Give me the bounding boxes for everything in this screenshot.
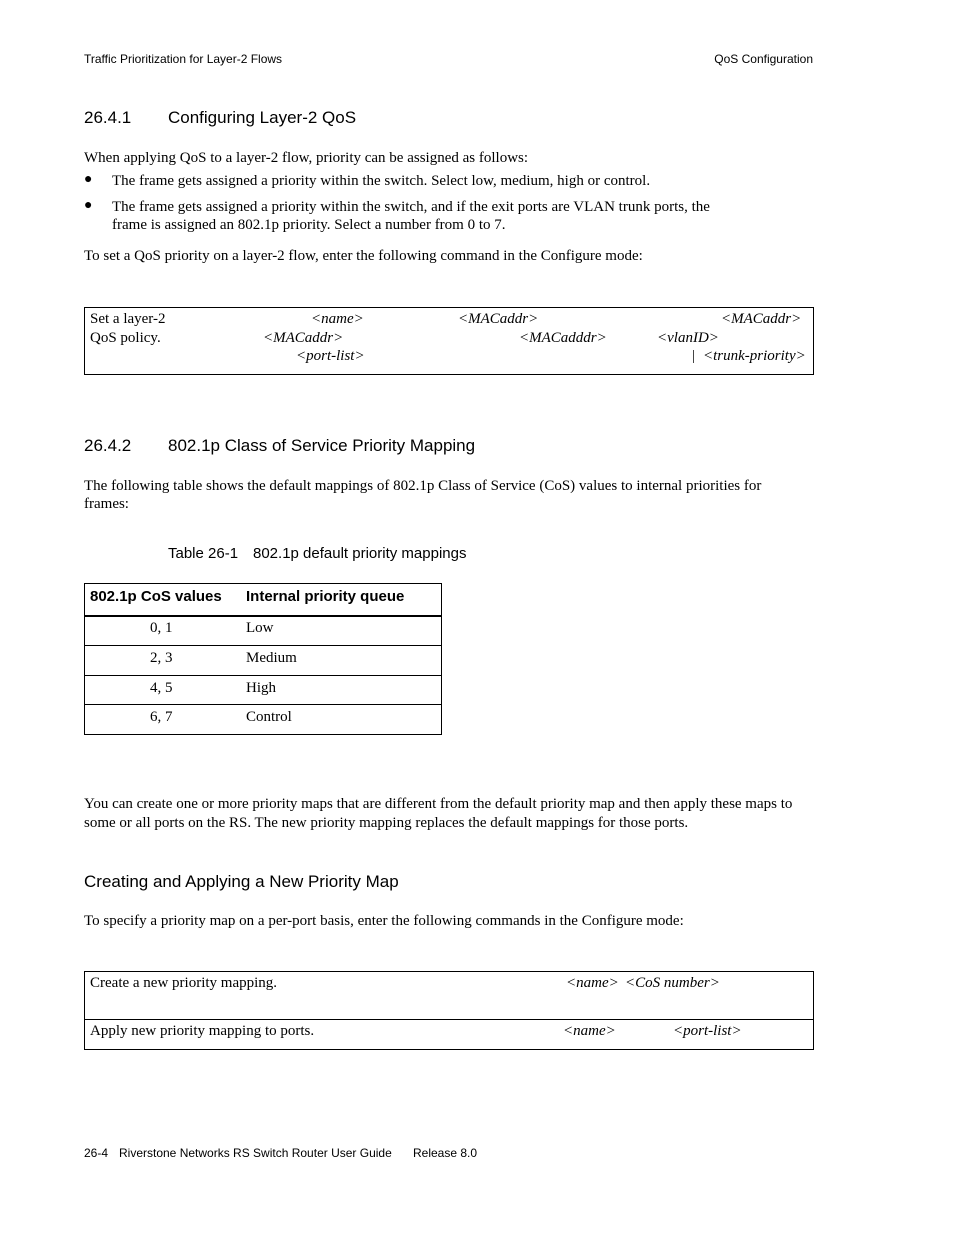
running-header-left: Traffic Prioritization for Layer-2 Flows (84, 52, 283, 66)
command-description: QoS policy. (90, 330, 161, 346)
table-cell-queue: Medium (246, 650, 297, 666)
footer-release: Release 8.0 (413, 1146, 478, 1160)
arg-port-list: <port-list> (296, 348, 365, 364)
table-row-rule (84, 645, 442, 646)
arg-name: <name> (311, 311, 364, 327)
footer-title: Riverstone Networks RS Switch Router User Guide (119, 1146, 392, 1160)
section-number: 26.4.2 (84, 436, 132, 455)
command-description: Set a layer-2 (90, 311, 166, 327)
command-intro: To specify a priority map on a per-port basis, enter the following commands in the Configure mode: (84, 913, 684, 929)
arg-macaddr: <MACaddr> (458, 311, 539, 327)
arg-trunk-priority: <trunk-priority> (703, 348, 806, 364)
arg-macaddr: <MACaddr> (263, 330, 344, 346)
paragraph-line: You can create one or more priority maps that are different from the default priority map and then apply these maps to (84, 796, 793, 812)
bullet-marker: ● (84, 172, 93, 187)
command-description: Apply new priority mapping to ports. (90, 1023, 315, 1039)
table-cell-cos: 2, 3 (150, 650, 173, 666)
pipe-separator: | (692, 348, 696, 364)
subsection-title: Creating and Applying a New Priority Map (84, 872, 399, 891)
arg-cos-number: <CoS number> (625, 975, 720, 991)
table-row-rule (84, 675, 442, 676)
bullet-text: The frame gets assigned a priority within the switch, and if the exit ports are VLAN trunk ports, the (112, 199, 710, 215)
command-row-rule (84, 1019, 814, 1020)
bullet-text-continued: frame is assigned an 802.1p priority. Select a number from 0 to 7. (112, 217, 506, 233)
arg-vlanid: <vlanID> (657, 330, 719, 346)
table-cell-cos: 0, 1 (150, 620, 173, 636)
table-caption-text: 802.1p default priority mappings (253, 545, 467, 562)
table-cell-queue: High (246, 680, 276, 696)
table-row-rule (84, 704, 442, 705)
table-caption-label: Table 26-1 (168, 545, 239, 562)
arg-port-list: <port-list> (673, 1023, 742, 1039)
bullet-text: The frame gets assigned a priority within the switch. Select low, medium, high or control. (112, 173, 651, 189)
arg-macaddr: <MACaddr> (721, 311, 802, 327)
arg-macaddr: <MACadddr> (519, 330, 607, 346)
section-intro: When applying QoS to a layer-2 flow, priority can be assigned as follows: (84, 150, 529, 166)
section-number: 26.4.1 (84, 108, 132, 127)
running-header-right: QoS Configuration (714, 52, 813, 66)
table-header-cos: 802.1p CoS values (90, 588, 222, 605)
section-title: 802.1p Class of Service Priority Mapping (168, 436, 476, 455)
section-title: Configuring Layer-2 QoS (168, 108, 357, 127)
table-header-queue: Internal priority queue (246, 588, 405, 605)
table-cell-queue: Low (246, 620, 274, 636)
arg-name: <name> (566, 975, 619, 991)
footer-page-number: 26-4 (84, 1146, 109, 1160)
paragraph-line: frames: (84, 496, 129, 512)
table-header-rule (84, 615, 442, 617)
paragraph-line: The following table shows the default mappings of 802.1p Class of Service (CoS) values to internal priorities for (84, 478, 762, 494)
table-cell-cos: 6, 7 (150, 709, 173, 725)
arg-name: <name> (563, 1023, 616, 1039)
command-intro: To set a QoS priority on a layer-2 flow, enter the following command in the Configure mode: (84, 248, 643, 264)
command-description: Create a new priority mapping. (90, 975, 278, 991)
table-cell-queue: Control (246, 709, 292, 725)
bullet-marker: ● (84, 198, 93, 213)
table-cell-cos: 4, 5 (150, 680, 173, 696)
paragraph-line: some or all ports on the RS. The new priority mapping replaces the default mappings for those ports. (84, 815, 689, 831)
